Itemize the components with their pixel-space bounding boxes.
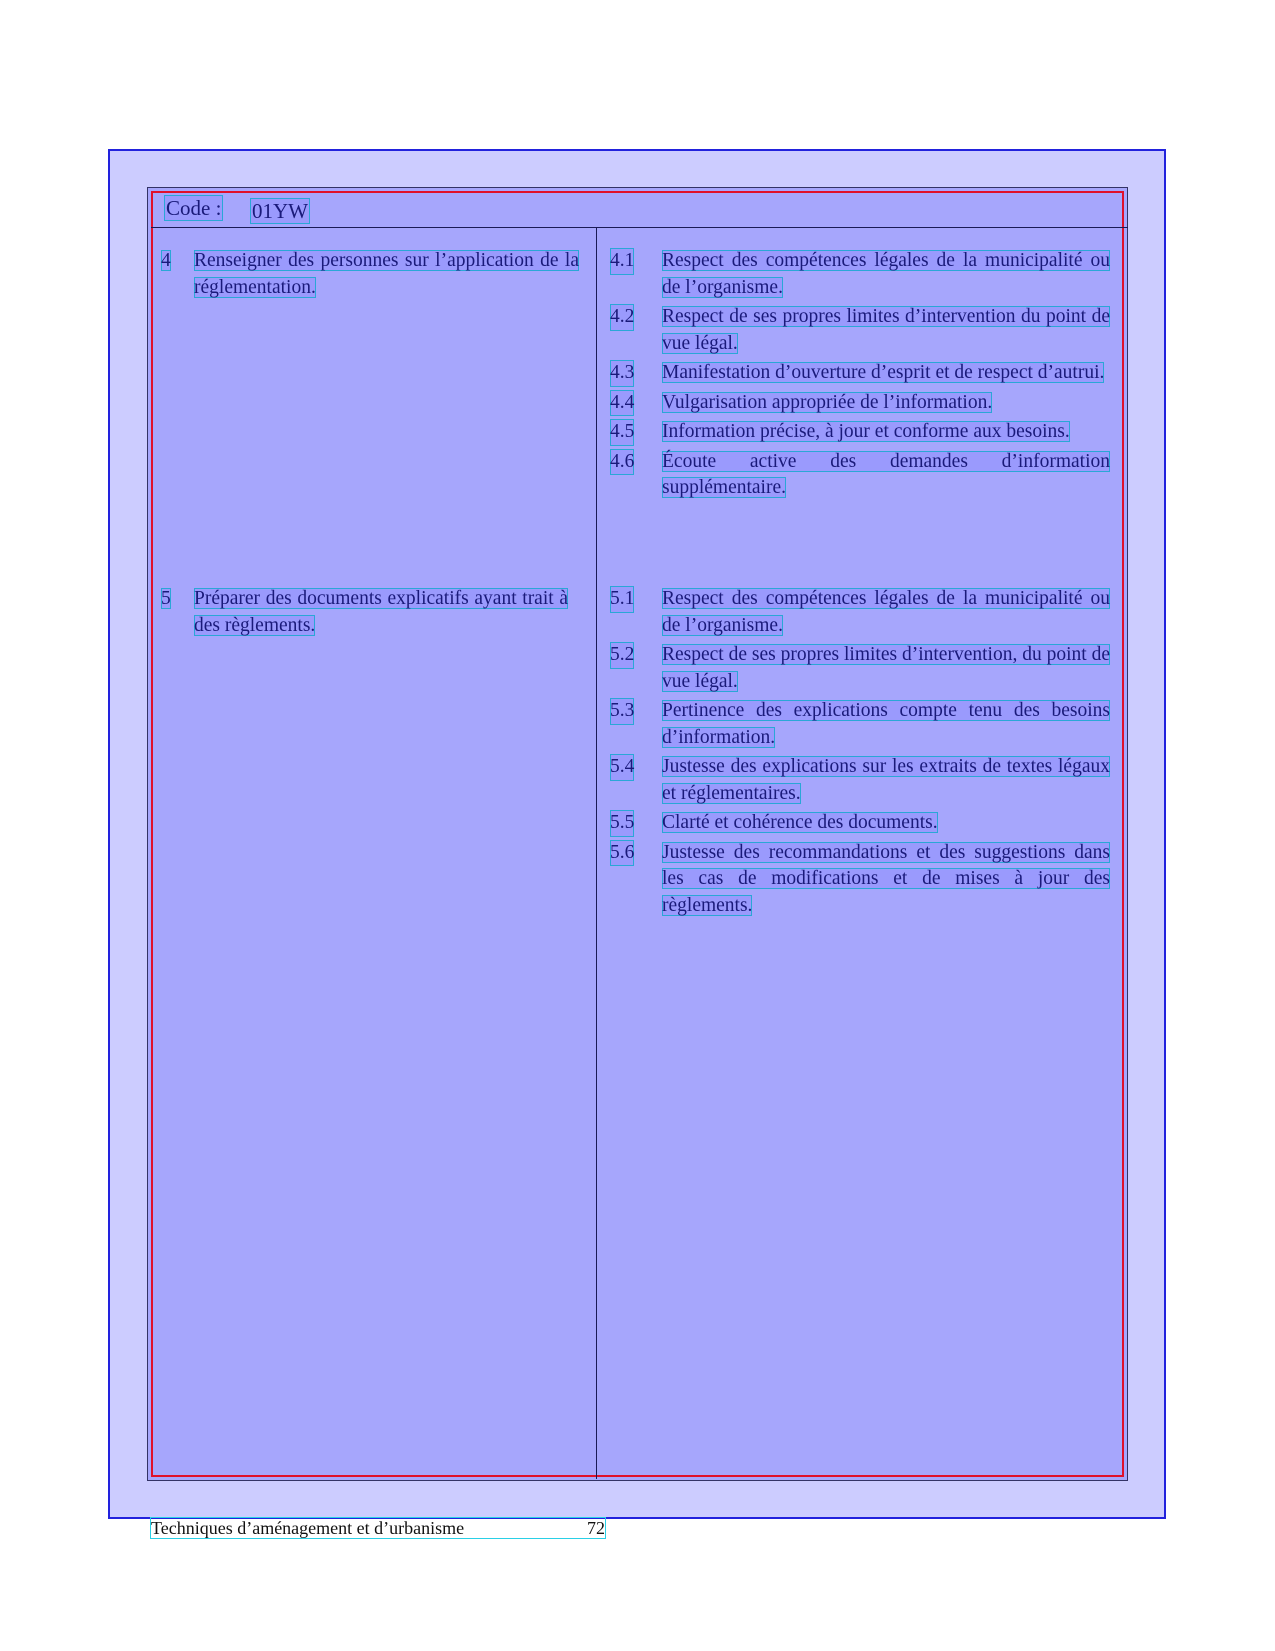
criterion-item [610, 642, 1110, 695]
criteria-list [610, 248, 1110, 505]
criterion-item [610, 304, 1110, 357]
page-number: 72 [587, 1518, 605, 1538]
column-divider [596, 227, 597, 1479]
criterion-text: Respect des compétences légales de la municipalité ou de l’organisme. [662, 250, 1110, 298]
criteria-list [610, 586, 1110, 922]
competency-statement: Préparer des documents explicatifs ayant trait à des règlements. [194, 588, 568, 636]
criterion-text: Justesse des recommandations et des suggestions dans les cas de modifications et de mises à jour des règlements. [662, 841, 1110, 916]
criterion-text: Justesse des explications sur les extraits de textes légaux et réglementaires. [662, 756, 1110, 804]
criterion-text: Manifestation d’ouverture d’esprit et de respect d’autrui. [662, 362, 1105, 383]
criterion-number: 5.1 [610, 586, 634, 613]
criterion-text: Écoute active des demandes d’information supplémentaire. [662, 450, 1110, 498]
page-footer [150, 1517, 606, 1539]
criterion-number: 5.3 [610, 698, 634, 725]
code-value: 01YW [252, 199, 308, 223]
criterion-text: Vulgarisation appropriée de l’information. [662, 391, 993, 413]
criterion-number: 5.2 [610, 642, 634, 669]
criterion-text: Respect des compétences légales de la municipalité ou de l’organisme. [662, 588, 1110, 636]
criterion-number: 4.5 [610, 419, 634, 446]
header-divider [151, 227, 1128, 228]
criterion-item [610, 754, 1110, 807]
criterion-number: 4.2 [610, 304, 634, 331]
criterion-item [610, 698, 1110, 751]
criterion-text: Respect de ses propres limites d’intervention, du point de vue légal. [662, 644, 1110, 692]
criterion-number: 5.6 [610, 840, 634, 867]
competency-statement: Renseigner des personnes sur l’application de la réglementation. [194, 250, 579, 298]
program-title: Techniques d’aménagement et d’urbanisme [151, 1518, 465, 1538]
criterion-number: 4.3 [610, 360, 634, 387]
criterion-item [610, 586, 1110, 639]
criterion-number: 4.4 [610, 390, 634, 417]
criterion-item [610, 419, 1110, 446]
criterion-item [610, 248, 1110, 301]
competency-number: 4 [161, 250, 171, 271]
criterion-text: Information précise, à jour et conforme aux besoins. [662, 421, 1070, 442]
criterion-item [610, 840, 1110, 920]
criterion-number: 5.4 [610, 754, 634, 781]
criterion-number: 5.5 [610, 810, 634, 837]
competency-number: 5 [161, 588, 171, 609]
criterion-text: Pertinence des explications compte tenu des besoins d’information. [662, 700, 1110, 748]
criterion-item [610, 449, 1110, 502]
criterion-number: 4.6 [610, 449, 634, 476]
criterion-item [610, 390, 1110, 417]
criterion-text: Respect de ses propres limites d’intervention du point de vue légal. [662, 306, 1110, 354]
criterion-number: 4.1 [610, 248, 634, 275]
code-label: Code : [166, 196, 222, 220]
criterion-item [610, 360, 1110, 387]
criterion-text: Clarté et cohérence des documents. [662, 812, 938, 833]
criterion-item [610, 810, 1110, 837]
